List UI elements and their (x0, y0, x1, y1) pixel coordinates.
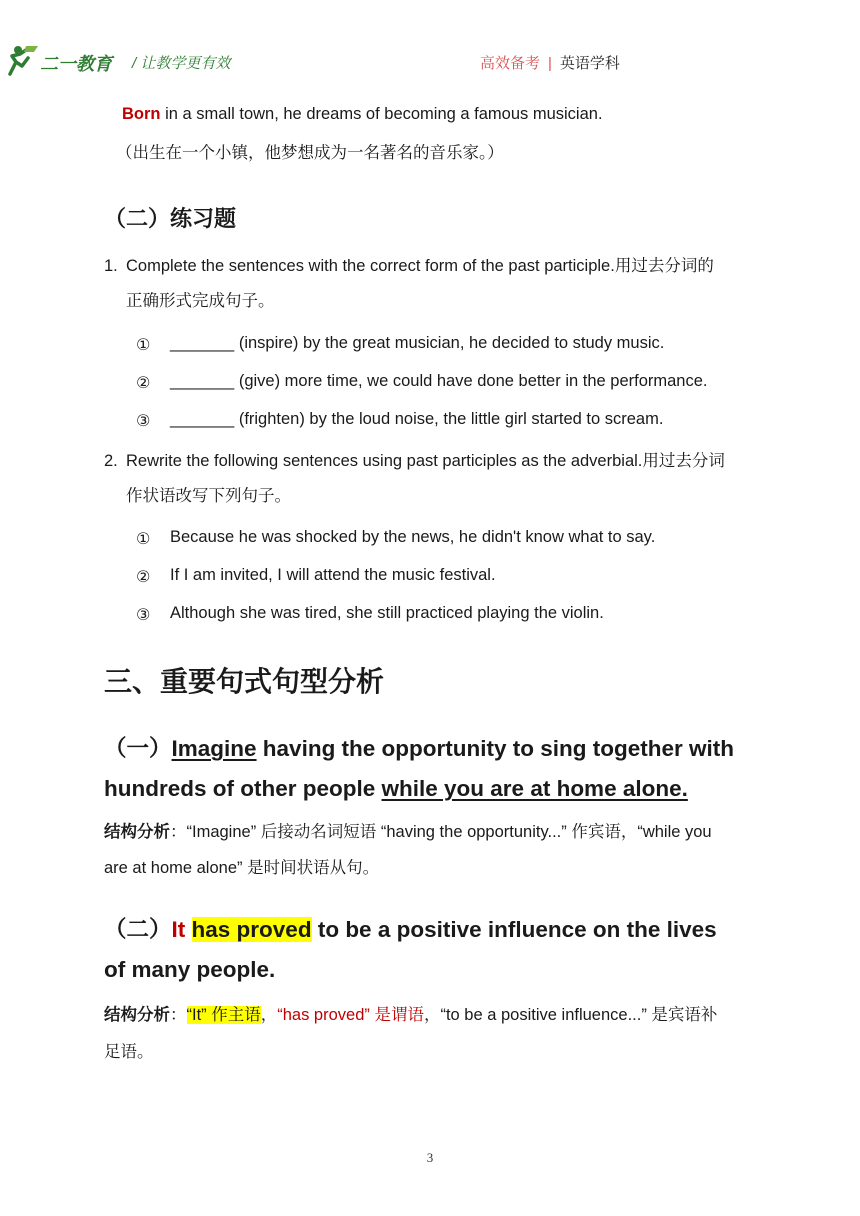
logo (4, 44, 124, 78)
q2-item-3: Although she was tired, she still practiced playing the violin. (170, 604, 604, 622)
pattern-1-analysis-line2: are at home alone” 是时间状语从句。 (104, 859, 380, 877)
slogan: / 让教学更有效 (132, 55, 231, 72)
pattern-2-analysis-rest: ，“to be a positive influence...” 是宾语补 (423, 1006, 718, 1024)
question-1-line1: Complete the sentences with the correct form of the past participle.用过去分词的 (126, 257, 714, 275)
header-subject (480, 52, 620, 73)
pattern-2-analysis (104, 1000, 717, 1030)
analysis-colon: ： (170, 1006, 187, 1024)
analysis-comma: ， (260, 1006, 278, 1024)
example-translation: （出生在一个小镇，他梦想成为一名著名的音乐家。） (116, 144, 504, 162)
header-exam-label: 高效备考 (480, 55, 541, 72)
item-mark: ② (136, 375, 151, 392)
it-subject-note: “It” 作主语 (186, 1006, 261, 1024)
item-mark: ① (136, 337, 151, 354)
analysis-label: 结构分析 (104, 1006, 170, 1024)
item-mark: ③ (136, 413, 151, 430)
pattern-2-rest: to be a positive influence on the lives (311, 917, 717, 942)
pattern-1-middle: having the opportunity to sing together with (256, 736, 735, 761)
pattern-1-analysis (104, 820, 712, 844)
question-2-number: 2. (104, 452, 118, 470)
q1-item-1: _______ (inspire) by the great musician, he decided to study music. (170, 334, 665, 352)
pattern-2-analysis-line2: 足语。 (104, 1043, 154, 1061)
pattern-1-line2-a: hundreds of other people (104, 776, 382, 801)
question-2-line2: 作状语改写下列句子。 (126, 487, 291, 505)
q1-item-2: _______ (give) more time, we could have done better in the performance. (170, 372, 708, 390)
header-subject-label: 英语学科 (559, 55, 620, 72)
page-header (0, 0, 860, 90)
section-3-heading: 三、重要句式句型分析 (104, 666, 385, 697)
analysis-label: 结构分析 (104, 823, 170, 841)
predicate-note: “has proved” 是谓语 (277, 1006, 424, 1024)
question-1 (104, 254, 714, 278)
pattern-1-line1 (104, 729, 734, 769)
q2-item-2: If I am invited, I will attend the music festival. (170, 566, 496, 584)
logo-text: 二一教育 (40, 54, 112, 74)
pattern-2-has-proved: has proved (191, 917, 312, 942)
pattern-1-clause: while you are at home alone. (381, 776, 688, 801)
header-separator: | (548, 55, 552, 72)
q1-item-3: _______ (frighten) by the loud noise, the little girl started to scream. (170, 410, 664, 428)
pattern-2-line2: of many people. (104, 957, 276, 982)
pattern-2-it: It (171, 917, 186, 942)
example-sentence-rest: in a small town, he dreams of becoming a famous musician. (160, 105, 603, 123)
page-number: 3 (426, 1150, 434, 1165)
question-2-line1: Rewrite the following sentences using past participles as the adverbial.用过去分词 (126, 452, 725, 470)
question-1-line2: 正确形式完成句子。 (126, 292, 275, 310)
example-sentence (122, 102, 603, 126)
pattern-1-analysis-line1: ：“Imagine” 后接动名词短语 “having the opportunity...” 作宾语，“while you (170, 823, 712, 841)
item-mark: ① (136, 531, 151, 548)
item-mark: ② (136, 569, 151, 586)
pattern-2-line1 (104, 910, 717, 950)
question-1-number: 1. (104, 257, 118, 275)
born-keyword: Born (122, 105, 161, 123)
pattern-1-prefix: （一） (104, 736, 172, 761)
question-2 (104, 449, 725, 473)
runner-logo-icon (4, 44, 124, 78)
pattern-1-imagine: Imagine (171, 736, 257, 761)
q2-item-1: Because he was shocked by the news, he didn't know what to say. (170, 528, 656, 546)
pattern-1-line2 (104, 769, 688, 809)
pattern-2-prefix: （二） (104, 917, 172, 942)
practice-heading: （二）练习题 (104, 206, 237, 231)
item-mark: ③ (136, 607, 151, 624)
